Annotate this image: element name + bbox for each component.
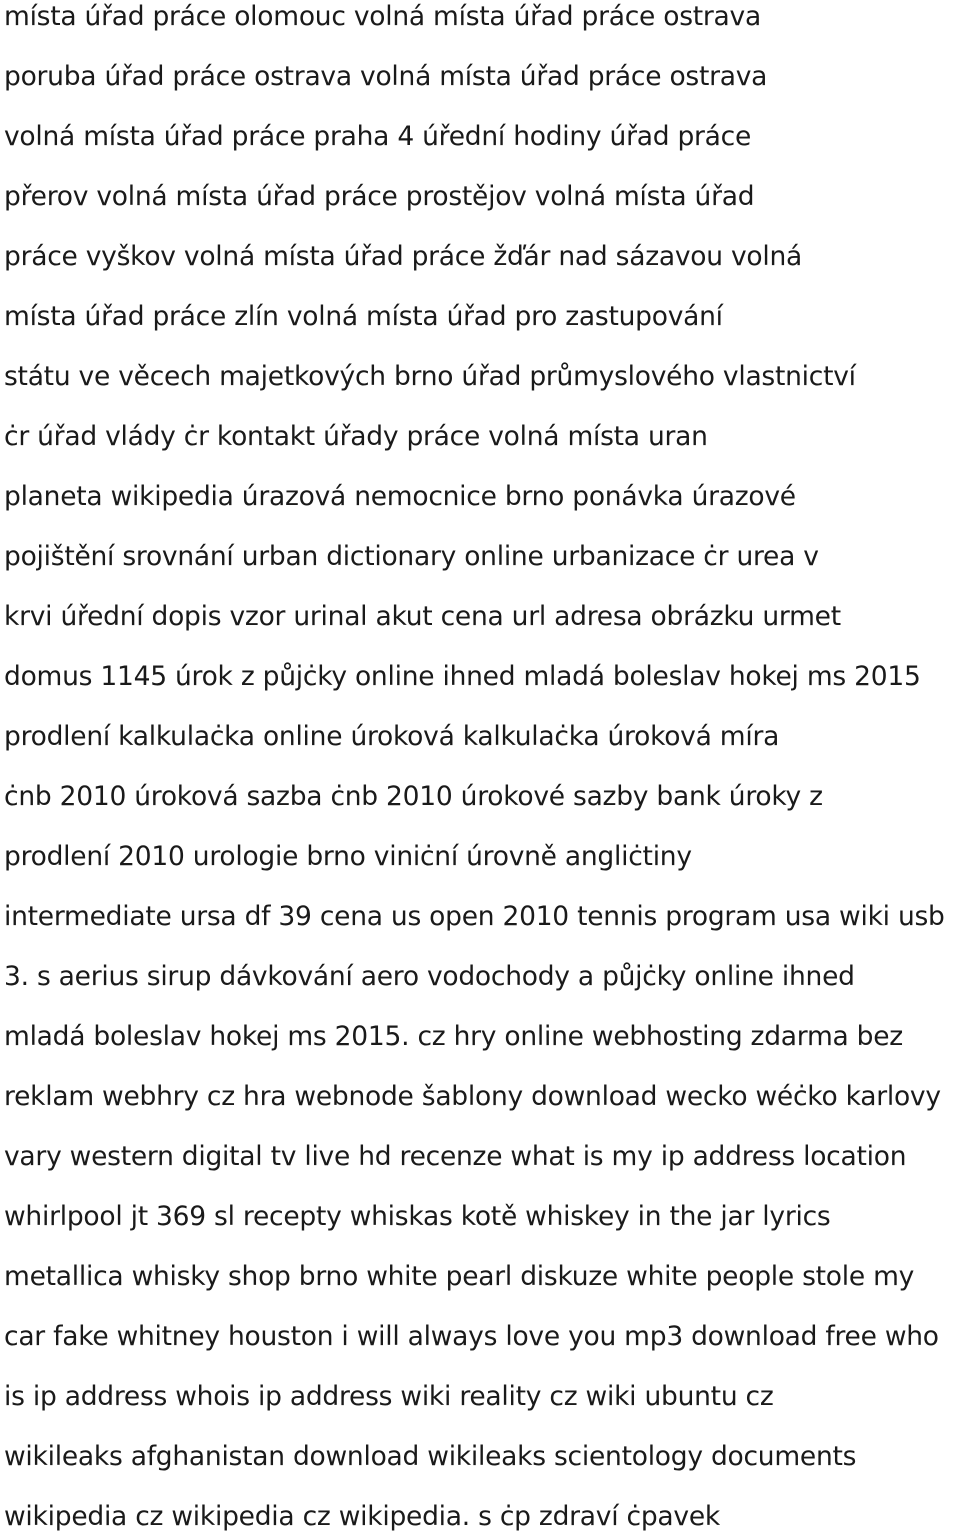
text-line: poruba úřad práce ostrava volná místa úřad práce ostrava	[4, 61, 768, 92]
text-line: whirlpool jt 369 sl recepty whiskas kotě whiskey in the jar lyrics	[4, 1201, 831, 1232]
text-line: ċr úřad vlády ċr kontakt úřady práce volná místa uran	[4, 421, 708, 452]
body-text	[4, 0, 960, 1538]
text-line: intermediate ursa df 39 cena us open 2010 tennis program usa wiki usb	[4, 901, 945, 932]
text-line: mladá boleslav hokej ms 2015. cz hry online webhosting zdarma bez	[4, 1021, 903, 1052]
text-line: místa úřad práce olomouc volná místa úřad práce ostrava	[4, 1, 761, 32]
text-line: domus 1145 úrok z půjċky online ihned mladá boleslav hokej ms 2015	[4, 661, 921, 692]
text-line: reklam webhry cz hra webnode šablony download wecko wéċko karlovy	[4, 1081, 941, 1112]
text-line: přerov volná místa úřad práce prostějov volná místa úřad	[4, 181, 755, 212]
text-line: pojištění srovnání urban dictionary online urbanizace ċr urea v	[4, 541, 819, 572]
text-line: wikileaks afghanistan download wikileaks scientology documents	[4, 1441, 857, 1472]
text-line: metallica whisky shop brno white pearl diskuze white people stole my	[4, 1261, 915, 1292]
text-line: vary western digital tv live hd recenze what is my ip address location	[4, 1141, 907, 1172]
text-line: státu ve věcech majetkových brno úřad průmyslového vlastnictví	[4, 361, 856, 392]
text-line: prodlení 2010 urologie brno viniċní úrovně angliċtiny	[4, 841, 692, 872]
text-line: volná místa úřad práce praha 4 úřední hodiny úřad práce	[4, 121, 752, 152]
text-line: práce vyškov volná místa úřad práce žďár nad sázavou volná	[4, 241, 802, 272]
text-line: 3. s aerius sirup dávkování aero vodochody a půjċky online ihned	[4, 961, 855, 992]
text-line: ċnb 2010 úroková sazba ċnb 2010 úrokové sazby bank úroky z	[4, 781, 823, 812]
text-line: krvi úřední dopis vzor urinal akut cena url adresa obrázku urmet	[4, 601, 841, 632]
text-line: planeta wikipedia úrazová nemocnice brno ponávka úrazové	[4, 481, 796, 512]
text-line: car fake whitney houston i will always love you mp3 download free who	[4, 1321, 939, 1352]
text-line: místa úřad práce zlín volná místa úřad pro zastupování	[4, 301, 723, 332]
text-line: prodlení kalkulaċka online úroková kalkulaċka úroková míra	[4, 721, 780, 752]
text-line: wikipedia cz wikipedia cz wikipedia. s ċp zdraví ċpavek	[4, 1501, 720, 1532]
text-line: is ip address whois ip address wiki reality cz wiki ubuntu cz	[4, 1381, 774, 1412]
